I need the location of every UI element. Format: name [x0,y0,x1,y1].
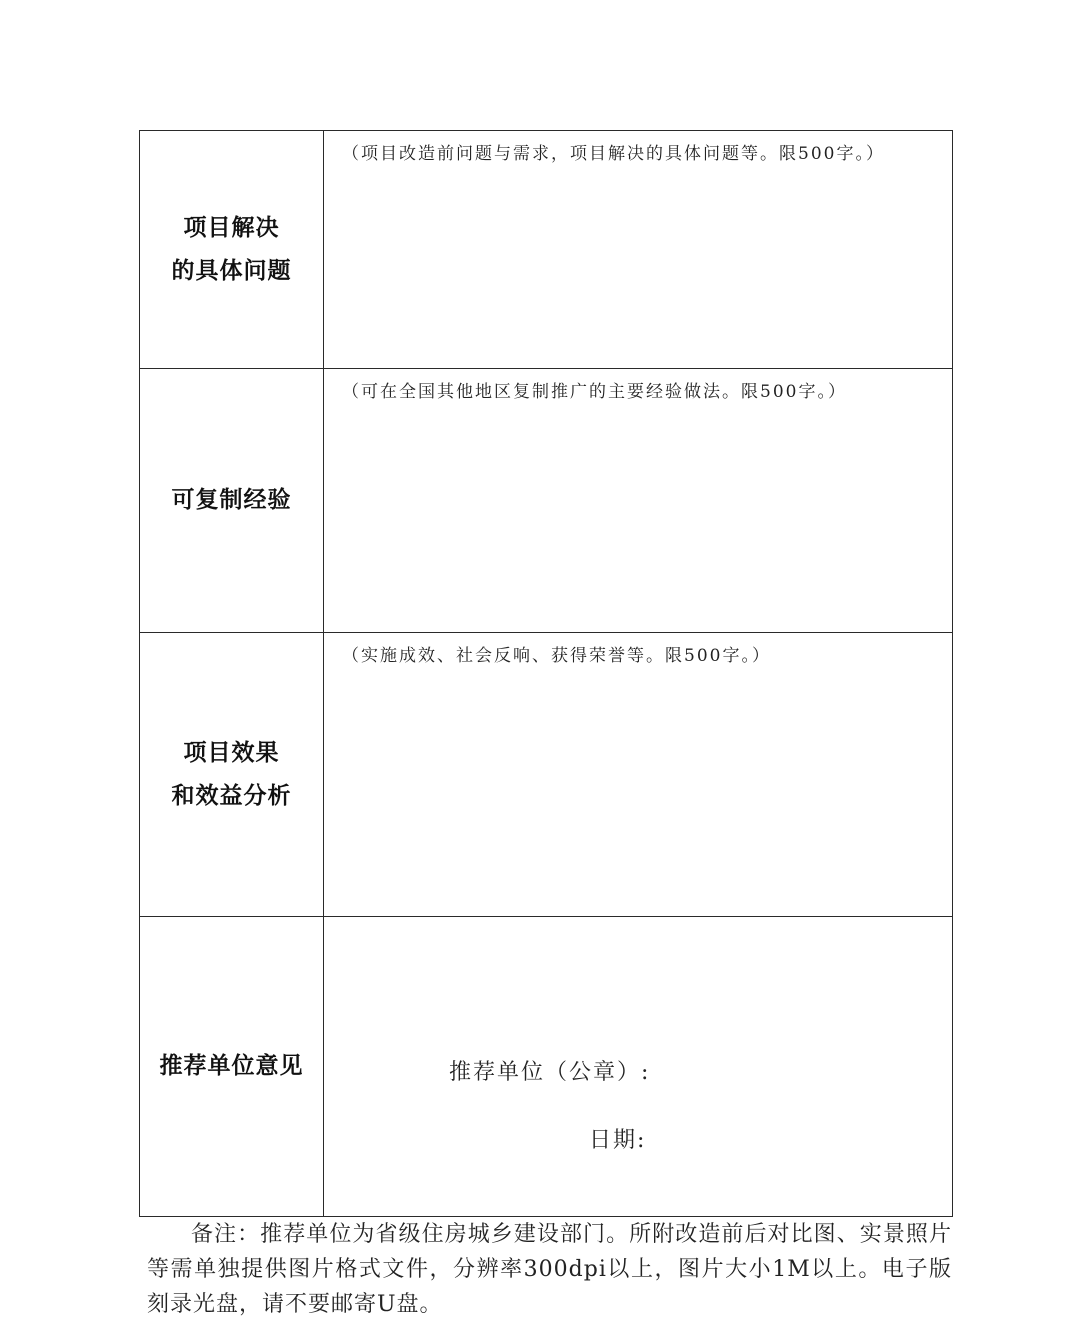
content-cell-effect-analysis[interactable] [324,633,953,917]
row-label-replicable-experience [140,369,324,633]
row-label-line: 项目解决 [183,214,280,241]
row-label-line: 的具体问题 [171,257,292,284]
row-label-effect-analysis [140,633,324,917]
hint-text: （实施成效、社会反响、获得荣誉等。限500字。） [342,646,771,666]
row-label-line: 可复制经验 [171,487,292,513]
content-cell-replicable-experience[interactable] [324,369,953,633]
content-cell-specific-problems[interactable] [324,131,953,369]
form-row-effect-analysis [140,633,953,917]
content-cell-recommender-opinion[interactable] [324,917,953,1217]
application-form-table [139,130,953,1217]
row-label-specific-problems [140,131,324,369]
row-label-recommender-opinion [140,917,324,1217]
form-row-recommender-opinion [140,917,953,1217]
hint-text: （可在全国其他地区复制推广的主要经验做法。限500字。） [342,382,847,402]
date-label: 日期: [589,1128,647,1153]
row-label-line: 推荐单位意见 [159,1053,304,1079]
form-row-specific-problems [140,131,953,369]
hint-text: （项目改造前问题与需求，项目解决的具体问题等。限500字。） [342,144,885,164]
row-label-line: 和效益分析 [171,782,292,809]
footnote-remarks: 备注：推荐单位为省级住房城乡建设部门。所附改造前后对比图、实景照片等需单独提供图片格式文件，分辨率300dpi以上，图片大小1M以上。电子版刻录光盘，请不要邮寄U盘。 [147,1222,952,1317]
recommender-seal-label: 推荐单位（公章）: [449,1060,651,1085]
form-row-replicable-experience [140,369,953,633]
row-label-line: 项目效果 [183,739,280,766]
